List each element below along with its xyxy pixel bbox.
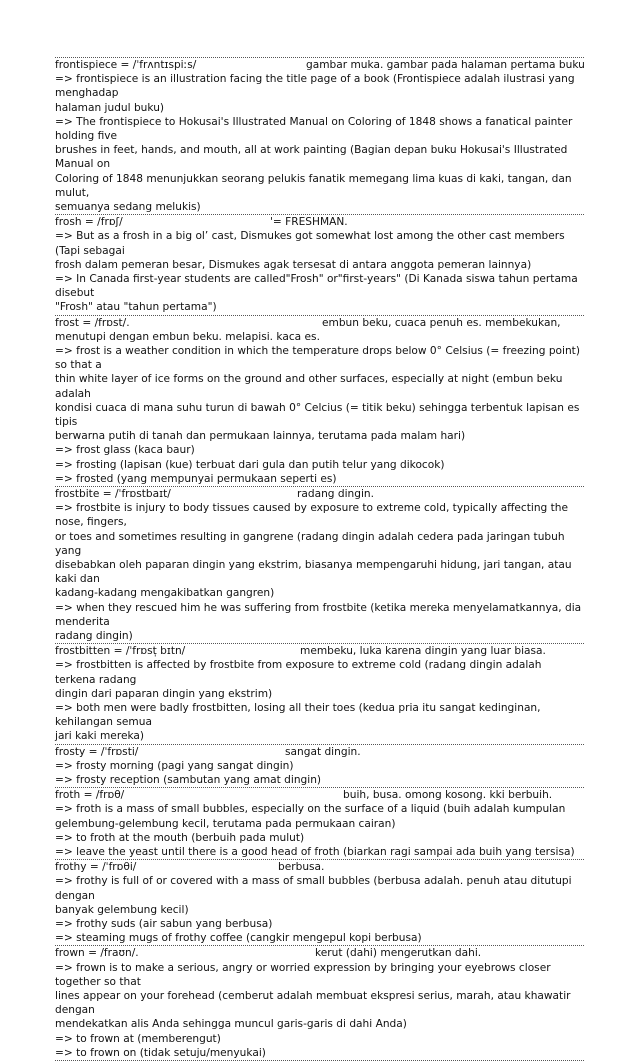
entry-line: => leave the yeast until there is a good head of froth (biarkan ragi sampai ada buih yang tersisa) bbox=[55, 846, 575, 859]
entry-frosh bbox=[55, 215, 584, 315]
headword: frontispiece = /ˈfrʌntɪspiːs/ bbox=[55, 59, 197, 71]
entry-line: lines appear on your forehead (cemberut adalah membuat ekspresi serius, marah, atau khawatir dengan bbox=[55, 990, 571, 1017]
entry-line: mendekatkan alis Anda sehingga muncul garis-garis di dahi Anda) bbox=[55, 1018, 407, 1031]
entry-line: radang dingin) bbox=[55, 630, 133, 643]
translation: embun beku, cuaca penuh es. membekukan, bbox=[322, 316, 561, 329]
headword: frostbitten = /ˈfrɒst̩ bɪtn/ bbox=[55, 645, 186, 658]
entry-line: => both men were badly frostbitten, losing all their toes (kedua pria itu sangat kedinginan, kehilangan semua bbox=[55, 702, 541, 729]
translation: sangat dingin. bbox=[285, 745, 361, 758]
headword: frosty = /ˈfrɒsti/ bbox=[55, 745, 139, 758]
headword: frothy = /ˈfrɒθi/ bbox=[55, 861, 137, 874]
translation: buih, busa. omong kosong. kki berbuih. bbox=[343, 789, 553, 802]
entry-line: => steaming mugs of frothy coffee (cangkir mengepul kopi berbusa) bbox=[55, 932, 422, 945]
entry-line: "Frosh" atau "tahun pertama") bbox=[55, 301, 217, 314]
entry-line: => The frontispiece to Hokusai's Illustrated Manual on Coloring of 1848 shows a fanatical painter holding five bbox=[55, 115, 573, 142]
entry-line: => froth is a mass of small bubbles, especially on the surface of a liquid (buih adalah kumpulan bbox=[55, 803, 566, 816]
entry-frost bbox=[55, 316, 584, 487]
entry-line: => frothy suds (air sabun yang berbusa) bbox=[55, 918, 273, 931]
translation: gambar muka. gambar pada halaman pertama buku bbox=[306, 59, 585, 71]
entry-line: brushes in feet, hands, and mouth, all at work painting (Bagian depan buku Hokusai's Illustrated Manual on bbox=[55, 144, 568, 171]
entry-header bbox=[55, 860, 584, 874]
entry-line: => to frown at (memberengut) bbox=[55, 1032, 221, 1045]
entry-frostbitten bbox=[55, 644, 584, 744]
translation: berbusa. bbox=[278, 861, 325, 874]
entry-line: => frosted (yang mempunyai permukaan seperti es) bbox=[55, 472, 337, 485]
entry-header bbox=[55, 946, 584, 960]
dictionary-page bbox=[55, 57, 584, 1061]
headword: froth = /frɒθ/ bbox=[55, 789, 125, 802]
entry-header bbox=[55, 58, 584, 72]
entry-line: berwarna putih di tanah dan permukaan lainnya, terutama pada malam hari) bbox=[55, 430, 466, 443]
entry-header bbox=[55, 745, 584, 759]
translation: kerut (dahi) mengerutkan dahi. bbox=[315, 947, 482, 960]
entry-frosty bbox=[55, 745, 584, 789]
entry-line: Coloring of 1848 menunjukkan seorang pelukis fanatik memegang lima kuas di kaki, tangan, dan mulut, bbox=[55, 172, 572, 199]
entry-line: => to frown on (tidak setuju/menyukai) bbox=[55, 1046, 266, 1059]
entry-line: => frown is to make a serious, angry or worried expression by bringing your eyebrows closer together so that bbox=[55, 961, 551, 988]
entry-frontispiece bbox=[55, 57, 584, 215]
headword: frost = /frɒst/. bbox=[55, 316, 130, 329]
entry-line: => frothy is full of or covered with a mass of small bubbles (berbusa adalah. penuh atau ditutupi dengan bbox=[55, 875, 572, 902]
entry-line: => But as a frosh in a big ol’ cast, Dismukes got somewhat lost among the other cast members (Tapi sebagai bbox=[55, 230, 565, 257]
entry-line: menutupi dengan embun beku. melapisi. kaca es. bbox=[55, 330, 320, 343]
translation: membeku, luka karena dingin yang luar biasa. bbox=[300, 645, 546, 658]
entry-line: => to froth at the mouth (berbuih pada mulut) bbox=[55, 831, 305, 844]
entry-line: => when they rescued him he was suffering from frostbite (ketika mereka menyelamatkannya, dia menderita bbox=[55, 601, 582, 628]
entry-line: kadang-kadang mengakibatkan gangren) bbox=[55, 587, 275, 600]
entry-line: or toes and sometimes resulting in gangrene (radang dingin adalah cedera pada jaringan tubuh yang bbox=[55, 530, 565, 557]
entry-header bbox=[55, 788, 584, 802]
entry-frothy bbox=[55, 860, 584, 946]
entry-line: jari kaki mereka) bbox=[55, 730, 145, 743]
entry-line: => frostbitten is affected by frostbite from exposure to extreme cold (radang dingin adalah terkena radang bbox=[55, 659, 542, 686]
translation: '= FRESHMAN. bbox=[270, 216, 348, 229]
entry-frostbite bbox=[55, 487, 584, 644]
entry-line: thin white layer of ice forms on the ground and other surfaces, especially at night (embun beku adalah bbox=[55, 373, 563, 400]
entry-header bbox=[55, 487, 584, 501]
headword: frosh = /frɒʃ/ bbox=[55, 216, 123, 229]
entry-line: frosh dalam pemeran besar, Dismukes agak tersesat di antara anggota pemeran lainnya) bbox=[55, 258, 532, 271]
entry-line: disebabkan oleh paparan dingin yang ekstrim, biasanya mempengaruhi hidung, jari tangan, atau kaki dan bbox=[55, 559, 572, 586]
entry-line: => frontispiece is an illustration facing the title page of a book (Frontispiece adalah ilustrasi yang menghadap bbox=[55, 73, 575, 100]
entry-line: banyak gelembung kecil) bbox=[55, 903, 189, 916]
entry-header bbox=[55, 215, 584, 229]
translation: radang dingin. bbox=[297, 488, 375, 501]
entry-line: => frosty morning (pagi yang sangat dingin) bbox=[55, 759, 294, 772]
entry-line: => frostbite is injury to body tissues caused by exposure to extreme cold, typically affecting the nose, fingers, bbox=[55, 502, 569, 529]
entry-line: semuanya sedang melukis) bbox=[55, 201, 201, 214]
entry-line: kondisi cuaca di mana suhu turun di bawah 0° Celcius (= titik beku) sehingga terbentuk lapisan es tipis bbox=[55, 401, 580, 429]
entry-frown bbox=[55, 946, 584, 1061]
entry-header bbox=[55, 644, 584, 658]
entry-line: halaman judul buku) bbox=[55, 101, 165, 114]
entry-line: => frost is a weather condition in which the temperature drops below 0° Celsius (= freezing point) so that a bbox=[55, 345, 580, 372]
entry-line: => frosting (lapisan (kue) terbuat dari gula dan putih telur yang dikocok) bbox=[55, 458, 445, 471]
headword: frostbite = /ˈfrɒstbaɪt/ bbox=[55, 488, 171, 501]
entry-froth bbox=[55, 788, 584, 860]
entry-line: dingin dari paparan dingin yang ekstrim) bbox=[55, 687, 273, 700]
entry-line: gelembung-gelembung kecil, terutama pada permukaan cairan) bbox=[55, 817, 396, 830]
headword: frown = /fraʊn/. bbox=[55, 947, 139, 960]
entry-header bbox=[55, 316, 584, 330]
entry-line: => frosty reception (sambutan yang amat dingin) bbox=[55, 774, 322, 787]
entry-line: => In Canada first-year students are called"Frosh" or"first-years" (Di Kanada siswa tahun pertama disebut bbox=[55, 273, 578, 300]
entry-line: => frost glass (kaca baur) bbox=[55, 444, 195, 457]
